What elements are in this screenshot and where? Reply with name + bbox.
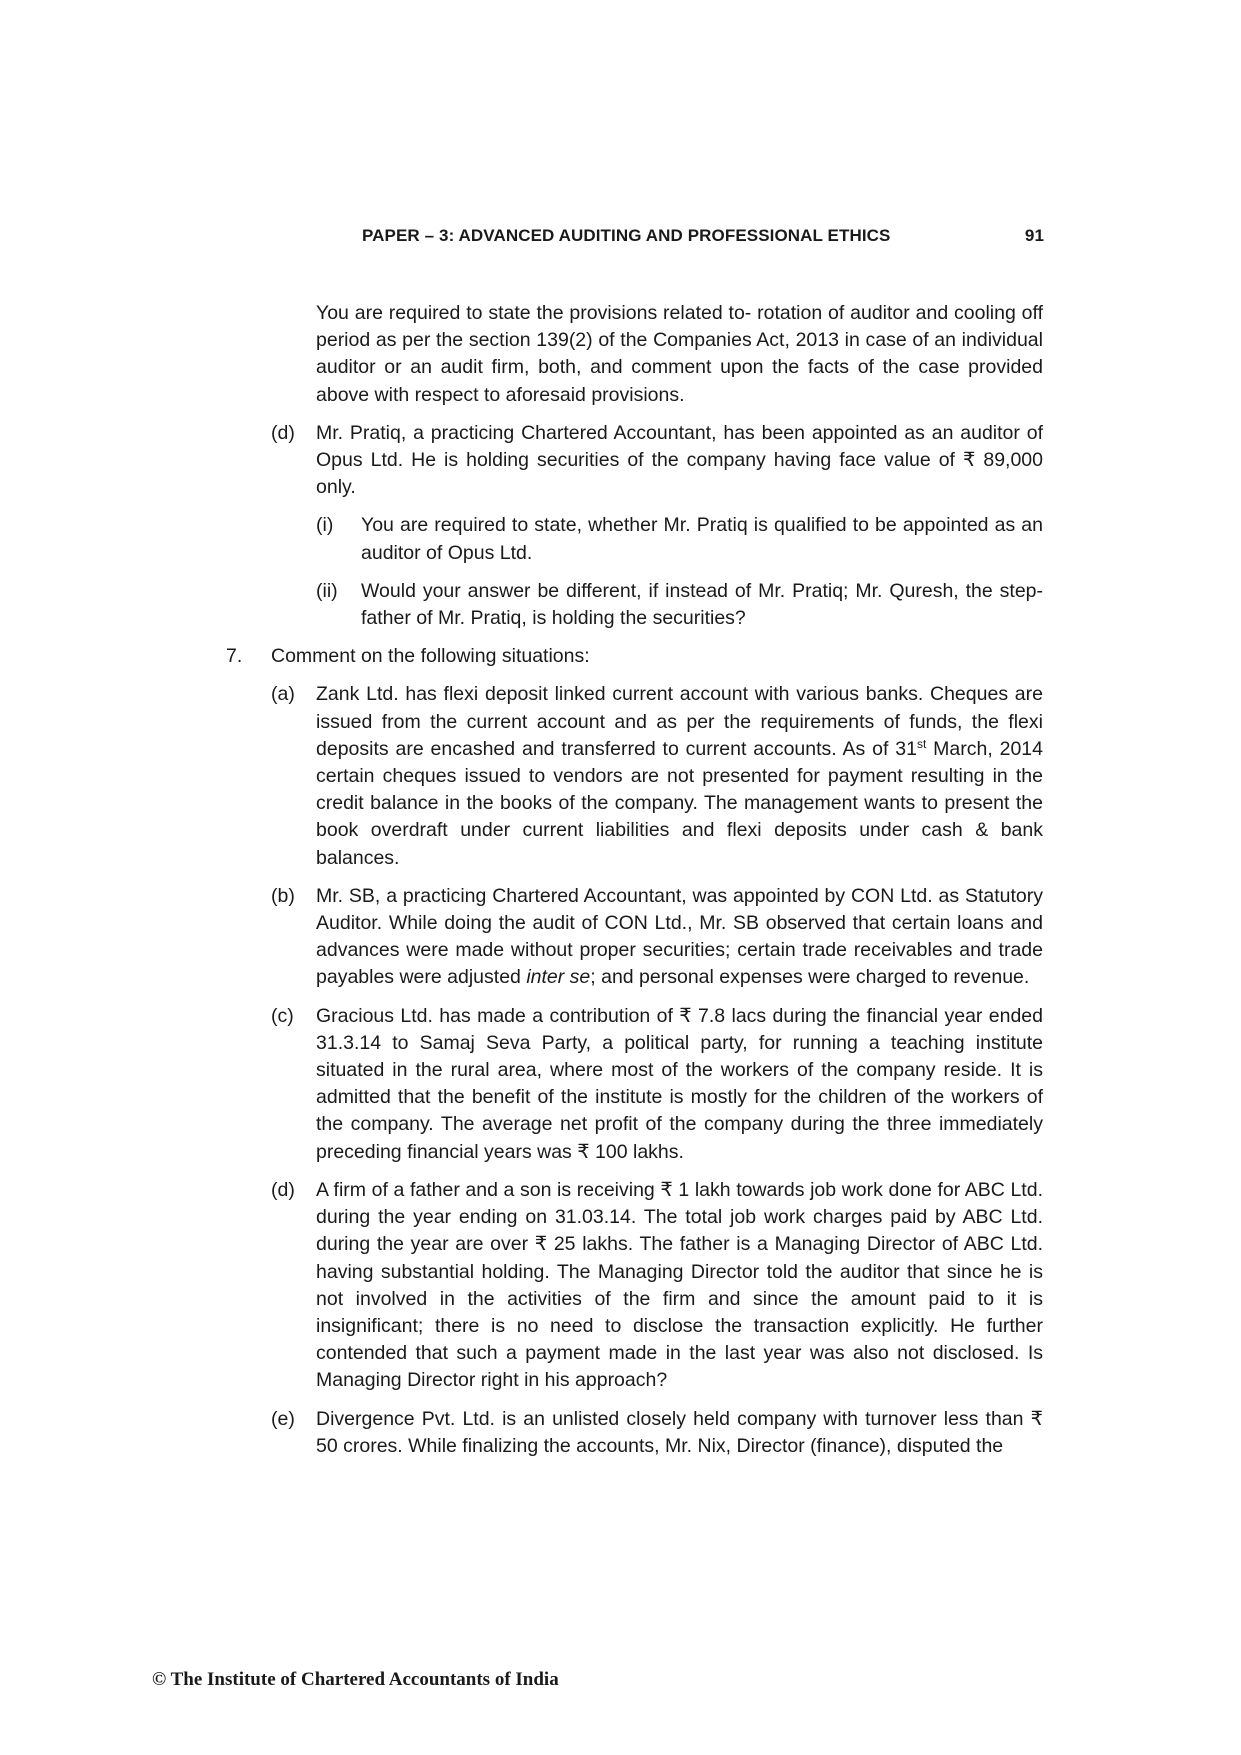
intro-text: You are required to state the provisions related to- rotation of auditor and cooling off period as per the section 139(2) of the Companies Act, 2013 in case of an individual auditor or an audit firm, both, and comment upon the facts of the case provided above with respect to aforesaid provisions. (316, 302, 1043, 406)
q7a-text-before: Zank Ltd. has flexi deposit linked current account with various banks. Cheques are issued from the current account and as per the requirements of funds, the flexi deposits are encashed and transferred to current accounts. As of 31 (316, 683, 1043, 760)
q7-text: Comment on the following situations: (271, 645, 590, 668)
intro-paragraph (0, 300, 1043, 409)
q7c-label: (c) (271, 1004, 294, 1027)
q6d-i-text: You are required to state, whether Mr. Pratiq is qualified to be appointed as an auditor of Opus Ltd. (361, 514, 1043, 564)
q7-number: 7. (226, 645, 243, 668)
running-header (362, 226, 1044, 246)
q7b-text-before: Mr. SB, a practicing Chartered Accountant, was appointed by CON Ltd. as Statutory Auditor. While doing the audit of CON Ltd., Mr. SB observed that certain loans and advances were made without proper securities; certain trade receivables and trade payables were adjusted (316, 884, 1043, 989)
q7e-label: (e) (271, 1407, 295, 1430)
q6d-ii-label: (ii) (316, 579, 338, 602)
q6d-label: (d) (271, 421, 295, 444)
question-7b (0, 883, 1043, 992)
footer-copyright: © The Institute of Chartered Accountants of India (152, 1669, 559, 1690)
question-6d (0, 420, 1043, 502)
question-7c (0, 1003, 1043, 1166)
question-7d (0, 1177, 1043, 1395)
q7d-label: (d) (271, 1178, 295, 1201)
question-6d-ii (0, 578, 1043, 632)
q7a-text-after: March, 2014 certain cheques issued to vendors are not presented for payment resulting in the credit balance in the books of the company. The management wants to present the book overdraft under current liabilities and flexi deposits under cash & bank balances. (316, 737, 1043, 869)
q7a-sup: st (916, 736, 927, 751)
question-7a (0, 681, 1043, 871)
q6d-text: Mr. Pratiq, a practicing Chartered Accountant, has been appointed as an auditor of Opus Ltd. He is holding securities of the company having face value of ₹ 89,000 only. (316, 421, 1043, 499)
question-7e (0, 1406, 1043, 1460)
q7c-text: Gracious Ltd. has made a contribution of ₹ 7.8 lacs during the financial year ended 31.3.14 to Samaj Seva Party, a political party, for running a teaching institute situated in the rural area, where most of the workers of the company reside. It is admitted that the benefit of the institute is mostly for the children of the workers of the company. The average net profit of the company during the three immediately preceding financial years was ₹ 100 lakhs. (316, 1004, 1043, 1163)
question-7 (0, 643, 1043, 670)
q7b-text (316, 883, 1043, 992)
q7b-italic: inter se (526, 966, 591, 989)
q7a-text (316, 681, 1043, 871)
page-number: 91 (1024, 226, 1044, 245)
header-title: PAPER – 3: ADVANCED AUDITING AND PROFESSIONAL ETHICS (362, 226, 891, 245)
q7b-text-after: ; and personal expenses were charged to revenue. (590, 966, 1030, 989)
page-body (0, 300, 1241, 1471)
q7a-label: (a) (271, 683, 295, 706)
q7b-label: (b) (271, 884, 295, 907)
q7d-text: A firm of a father and a son is receiving ₹ 1 lakh towards job work done for ABC Ltd. during the year ending on 31.03.14. The total job work charges paid by ABC Ltd. during the year are over ₹ 25 lakhs. The father is a Managing Director of ABC Ltd. having substantial holding. The Managing Director told the auditor that since he is not involved in the activities of the firm and since the amount paid to it is insignificant; there is no need to disclose the transaction explicitly. He further contended that such a payment made in the last year was also not disclosed. Is Managing Director right in his approach? (316, 1178, 1043, 1392)
q7e-text: Divergence Pvt. Ltd. is an unlisted closely held company with turnover less than ₹ 50 crores. While finalizing the accounts, Mr. Nix, Director (finance), disputed the (316, 1407, 1043, 1457)
q6d-i-label: (i) (316, 514, 334, 537)
q6d-ii-text: Would your answer be different, if instead of Mr. Pratiq; Mr. Quresh, the step-father of Mr. Pratiq, is holding the securities? (361, 579, 1043, 630)
question-6d-i (0, 512, 1043, 566)
